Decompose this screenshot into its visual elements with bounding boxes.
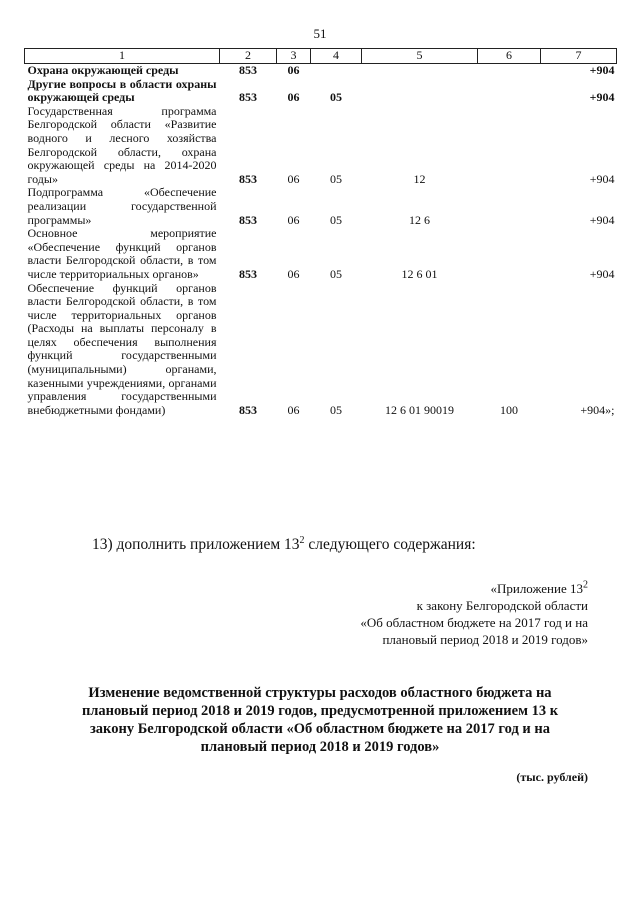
target-article-cell: 12 6 01 90019 bbox=[385, 402, 454, 417]
row-name-cell: Подпрограмма «Обеспечение реализации государственной программы» bbox=[27, 185, 217, 227]
row-name-cell: Основное мероприятие «Обеспечение функций органов власти Белгородской области, в том числе территориальных органов» bbox=[27, 226, 217, 281]
table-row bbox=[25, 105, 617, 187]
appendix-line-3: «Об областном бюджете на 2017 год и на bbox=[360, 615, 588, 630]
appendix-title: «Приложение 13 bbox=[490, 581, 583, 596]
subsection-code-cell bbox=[311, 64, 362, 78]
ministry-code-cell: 853 bbox=[239, 266, 257, 281]
target-article-cell: 12 bbox=[413, 171, 426, 186]
amount-cell: +904 bbox=[589, 266, 615, 281]
target-article-cell bbox=[362, 78, 478, 105]
amount-cell: +904 bbox=[589, 90, 615, 105]
subsection-code-cell: 05 bbox=[330, 266, 342, 281]
row-name-cell: Государственная программа Белгородской области «Развитие водного и лесного хозяйства Белгородской области, охрана окружающей среды на 2014-2020 годы» bbox=[27, 103, 217, 186]
target-article-cell: 12 6 01 bbox=[401, 266, 438, 281]
table-header-row bbox=[25, 49, 617, 64]
budget-table bbox=[24, 48, 617, 417]
target-article-cell bbox=[362, 64, 478, 78]
expense-type-cell bbox=[478, 64, 541, 78]
column-header: 7 bbox=[541, 49, 617, 64]
column-header: 5 bbox=[362, 49, 478, 64]
expense-type-cell: 100 bbox=[500, 402, 518, 417]
amendment-item-13 bbox=[92, 536, 476, 554]
expense-type-cell bbox=[478, 186, 541, 227]
subsection-code-cell: 05 bbox=[330, 402, 342, 417]
expense-type-cell bbox=[478, 105, 541, 187]
section-code-cell: 06 bbox=[287, 402, 300, 417]
table-body bbox=[25, 64, 617, 418]
appendix-line-2: к закону Белгородской области bbox=[416, 598, 588, 613]
item13-text-after: следующего содержания: bbox=[304, 536, 476, 553]
ministry-code-cell: 853 bbox=[239, 402, 257, 417]
ministry-code-cell: 853 bbox=[239, 171, 257, 186]
item13-text: 13) дополнить приложением 13 bbox=[92, 536, 300, 553]
amount-cell: +904 bbox=[589, 171, 615, 186]
section-code-cell: 06 bbox=[287, 171, 300, 186]
appendix-line-1 bbox=[228, 580, 588, 597]
expense-type-cell bbox=[478, 227, 541, 281]
item13-superscript: 2 bbox=[299, 534, 305, 546]
amount-cell: +904 bbox=[589, 63, 615, 77]
row-name-cell: Обеспечение функций органов власти Белгородской области, в том числе территориальных органов (Расходы на выплаты персоналу в целях обеспечения выполнения функций государственными (муниципальными) органами, казенными учреждениями, органами управления государственными внебюджетными фондами) bbox=[27, 280, 217, 417]
amount-cell: +904»; bbox=[580, 402, 615, 417]
column-header: 3 bbox=[277, 49, 311, 64]
amount-cell: +904 bbox=[589, 212, 615, 227]
appendix-header bbox=[228, 580, 588, 648]
table-row bbox=[25, 186, 617, 227]
page-number: 51 bbox=[313, 26, 327, 41]
row-name-cell: Другие вопросы в области охраны окружающей среды bbox=[27, 76, 217, 105]
units-label: (тыс. рублей) bbox=[516, 770, 588, 784]
table-row bbox=[25, 227, 617, 281]
document-title: Изменение ведомственной структуры расходов областного бюджета на плановый период 2018 и 2019 годов, предусмотренной приложением 13 к закону Белгородской области «Об областном бюджете на 2017 год и на плановый период 2018 и 2019 годов» bbox=[81, 685, 559, 755]
subsection-code-cell: 05 bbox=[330, 212, 342, 227]
ministry-code-cell: 853 bbox=[239, 63, 257, 77]
appendix-superscript: 2 bbox=[583, 579, 588, 591]
ministry-code-cell: 853 bbox=[239, 212, 257, 227]
subsection-code-cell: 05 bbox=[330, 90, 342, 105]
target-article-cell: 12 6 bbox=[409, 212, 430, 227]
subsection-code-cell: 05 bbox=[330, 171, 342, 186]
row-name-cell: Охрана окружающей среды bbox=[27, 63, 179, 77]
expense-type-cell bbox=[478, 78, 541, 105]
appendix-line-4: плановый период 2018 и 2019 годов» bbox=[382, 632, 588, 647]
table-row bbox=[25, 78, 617, 105]
section-code-cell: 06 bbox=[287, 212, 300, 227]
column-header: 4 bbox=[311, 49, 362, 64]
table-row bbox=[25, 64, 617, 78]
column-header: 6 bbox=[478, 49, 541, 64]
column-header: 2 bbox=[220, 49, 277, 64]
section-code-cell: 06 bbox=[287, 266, 300, 281]
ministry-code-cell: 853 bbox=[239, 90, 257, 105]
table-row bbox=[25, 282, 617, 418]
section-code-cell: 06 bbox=[287, 90, 300, 105]
section-code-cell: 06 bbox=[287, 63, 300, 77]
column-header: 1 bbox=[25, 49, 220, 64]
